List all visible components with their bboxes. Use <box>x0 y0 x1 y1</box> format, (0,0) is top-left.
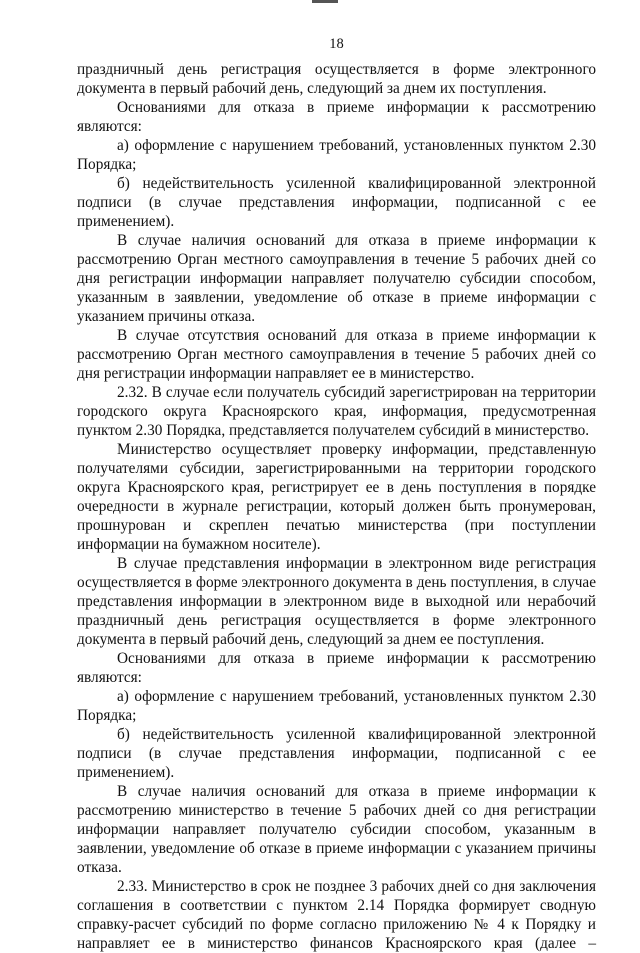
paragraph-refusal-grounds: Основаниями для отказа в приеме информации к рассмотрению являются: <box>77 99 596 135</box>
paragraph-electronic-registration: В случае представления информации в электронном виде регистрация осуществляется в форме электронного документа в день поступления, в случае представления информации в электронном виде в выходной или нерабочий праздничный день регистрация осуществляется в форме электронного документа в первый рабочий день, следующий за днем ее поступления. <box>77 555 596 648</box>
paragraph-2-32: 2.32. В случае если получатель субсидий зарегистрирован на территории городского округа Красноярского края, информация, предусмотренная пунктом 2.30 Порядка, представляется получателем субсидий в министерство. <box>77 384 596 439</box>
paragraph-refusal-notice: В случае наличия оснований для отказа в приеме информации к рассмотрению Орган местного самоуправления в течение 5 рабочих дней со дня регистрации информации направляет получателю субсидии способом, указанным в заявлении, уведомление об отказе в приеме информации с указанием причины отказа. <box>77 232 596 325</box>
paragraph-ground-a: а) оформление с нарушением требований, установленных пунктом 2.30 Порядка; <box>77 137 596 173</box>
paragraph-ground-b: б) недействительность усиленной квалифицированной электронной подписи (в случае представления информации, подписанной с ее применением). <box>77 175 596 230</box>
paragraph-continuation: праздничный день регистрация осуществляется в форме электронного документа в первый рабочий день, следующий за днем их поступления. <box>77 61 596 97</box>
paragraph-refusal-grounds-2: Основаниями для отказа в приеме информации к рассмотрению являются: <box>77 650 596 686</box>
paragraph-refusal-notice-2: В случае наличия оснований для отказа в приеме информации к рассмотрению министерство в течение 5 рабочих дней со дня регистрации информации направляет получателю субсидии способом, указанным в заявлении, уведомление об отказе в приеме информации с указанием причины отказа. <box>77 783 596 876</box>
paragraph-ground-b-2: б) недействительность усиленной квалифицированной электронной подписи (в случае представления информации, подписанной с ее применением). <box>77 726 596 781</box>
paragraph-ministry-check: Министерство осуществляет проверку информации, представленную получателями субсидии, зарегистрированными на территории городского округа Красноярского края, регистрирует ее в день поступления в порядке очередности в журнале регистрации, который должен быть пронумерован, прошнурован и скреплен печатью министерства (при поступлении информации на бумажном носителе). <box>77 441 596 553</box>
paragraph-ground-a-2: а) оформление с нарушением требований, установленных пунктом 2.30 Порядка; <box>77 688 596 724</box>
paragraph-2-33: 2.33. Министерство в срок не позднее 3 рабочих дней со дня заключения соглашения в соответствии с пунктом 2.14 Порядка формирует сводную справку-расчет субсидий по форме согласно приложению № 4 к Порядку и направляет ее в министерство финансов Красноярского края (далее – <box>77 878 596 952</box>
document-body <box>77 60 596 953</box>
page-number: 18 <box>329 36 344 52</box>
header-mark <box>312 0 338 3</box>
paragraph-no-refusal: В случае отсутствия оснований для отказа в приеме информации к рассмотрению Орган местного самоуправления в течение 5 рабочих дней со дня регистрации информации направляет ее в министерство. <box>77 327 596 382</box>
